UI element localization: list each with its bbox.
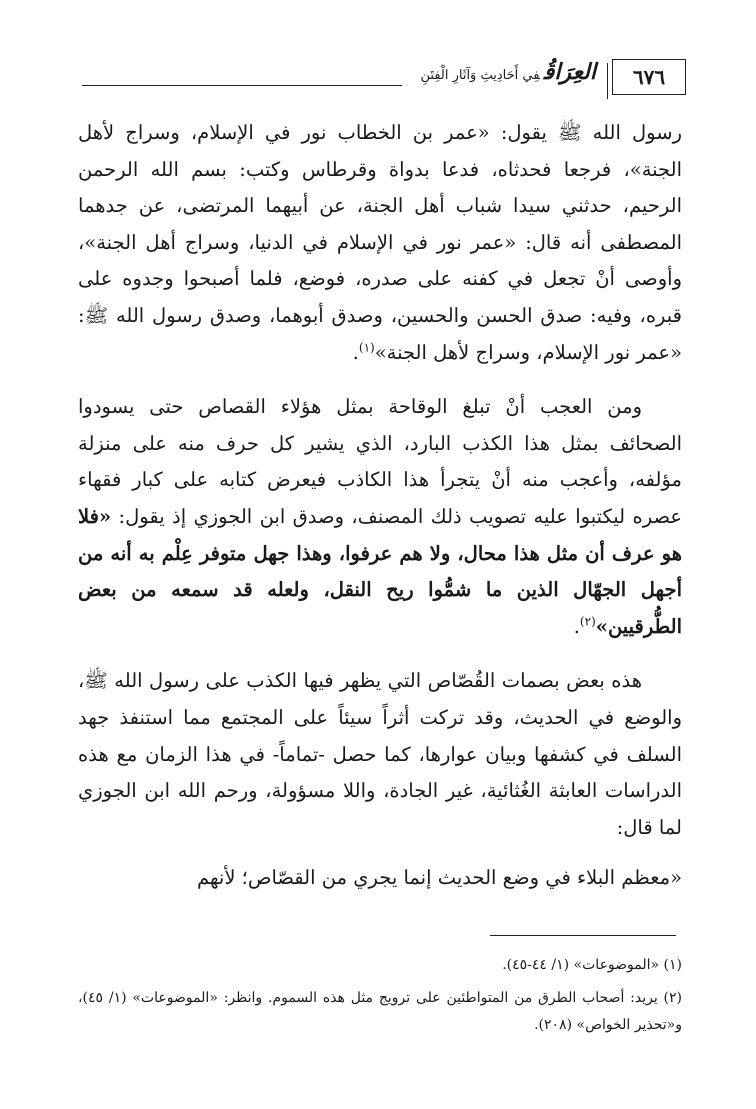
paragraph: رسول الله ﷺ يقول: «عمر بن الخطاب نور في الإسلام، وسراج لأهل الجنة»، فرجعا فحدثاه، فدعا بدواة وقرطاس وكتب: بسم الله الرحمن الرحيم، حدثني سيدا شباب أهل الجنة، عن أبيهما المرتضى، عن جدهما المصطفى أنه قال: «عمر نور في الإسلام في الدنيا، وسراج أهل الجنة»، وأوصى أنْ تجعل في كفنه على صدره، فوضع، فلما أصبحوا وجدوه على قبره، وفيه: صدق الحسن والحسين، وصدق أبوهما، وصدق رسول الله ﷺ: «عمر نور الإسلام، وسراج لأهل الجنة»$^{(١)}$. bbox=[78, 121, 682, 364]
footnote-separator bbox=[490, 935, 676, 936]
footnote-ref: (٢) bbox=[579, 614, 596, 629]
header-rule bbox=[82, 85, 402, 86]
footnote: (١) «الموضوعات» (١/ ٤٤-٤٥). bbox=[502, 957, 682, 973]
paragraph: ومن العجب أنْ تبلغ الوقاحة بمثل هؤلاء القصاص حتى يسودوا الصحائف بمثل هذا الكذب البارد، الذي يشير كل حرف منه على منزلة مؤلفه، وأعجب منه أنْ يتجرأ هذا الكاذب فيعرض كتابه على كبار فقهاء عصره ليكتبوا عليه تصويب ذلك المصنف، وصدق ابن الجوزي إذ يقول: «فلا هو عرف أن مثل هذا محال، ولا هم عرفوا، وهذا جهل متوفر عِلْم به أنه من أجهل الجهّال الذين ما شمُّوا ريح النقل، ولعله قد سمعه من بعض الطُّرقيين»$^{(٢)}$. bbox=[78, 395, 682, 638]
footnote-ref: (١) bbox=[358, 340, 375, 355]
main-text bbox=[78, 115, 682, 897]
quote-text: «فلا هو عرف أن مثل هذا محال، ولا هم عرفوا، وهذا جهل متوفر عِلْم به أنه من أجهل الجهّال الذين ما شمُّوا ريح النقل، ولعله قد سمعه من بعض الطُّرقيين» bbox=[78, 504, 682, 638]
paragraph-text: هذه بعض بصمات القُصّاص التي يظهر فيها الكذب على رسول الله ﷺ، والوضع في الحديث، وقد تركت أثراً سيئاً على المجتمع مما استنفذ جهد السلف في كشفها وبيان عوارها، كما حصل -تماماً- في هذا الزمان مع هذه الدراسات العابثة الغُثائية، غير الجادة، واللا مسؤولة، ورحم الله ابن الجوزي لما قال: bbox=[78, 669, 682, 839]
paragraph bbox=[78, 663, 682, 846]
paragraph bbox=[78, 860, 682, 897]
paragraph-text: رسول الله ﷺ يقول: «عمر بن الخطاب نور في الإسلام، وسراج لأهل الجنة»، فرجعا فحدثاه، فدعا بدواة وقرطاس وكتب: بسم الله الرحمن الرحيم، حدثني سيدا شباب أهل الجنة، عن أبيهما المرتضى، عن جدهما المصطفى أنه قال: «عمر نور في الإسلام في الدنيا، وسراج أهل الجنة»، وأوصى أنْ تجعل في كفنه على صدره، فوضع، فلما أصبحوا وجدوه على قبره، وفيه: صدق الحسن والحسين، وصدق أبوهما، وصدق رسول الله ﷺ: «عمر نور الإسلام، وسراج لأهل الجنة» bbox=[78, 121, 682, 364]
page-number: ٦٧٦ bbox=[612, 59, 686, 95]
running-title-main: العِرَاقُ bbox=[543, 59, 596, 85]
footnote: (٢) يريد: أصحاب الطرق من المتواطئين على ترويج مثل هذه السموم. وانظر: «الموضوعات» (١/ ٤٥)، و«تحذير الخواص» (٢٠٨). bbox=[78, 990, 682, 1033]
page-header bbox=[82, 55, 686, 99]
running-title-subtitle: فِي أَحَادِيثِ وَآثَارِ الْفِتَنِ bbox=[420, 68, 540, 83]
running-title bbox=[420, 59, 596, 85]
paragraph-text: «معظم البلاء في وضع الحديث إنما يجري من القصّاص؛ لأنهم bbox=[196, 866, 682, 890]
paragraph-text: ومن العجب أنْ تبلغ الوقاحة بمثل هؤلاء القصاص حتى يسودوا الصحائف بمثل هذا الكذب البارد، الذي يشير كل حرف منه على منزلة مؤلفه، وأعجب منه أنْ يتجرأ هذا الكاذب فيعرض كتابه على كبار فقهاء عصره ليكتبوا عليه تصويب ذلك المصنف، وصدق ابن الجوزي إذ يقول: bbox=[78, 395, 682, 528]
footnotes bbox=[78, 952, 682, 1045]
